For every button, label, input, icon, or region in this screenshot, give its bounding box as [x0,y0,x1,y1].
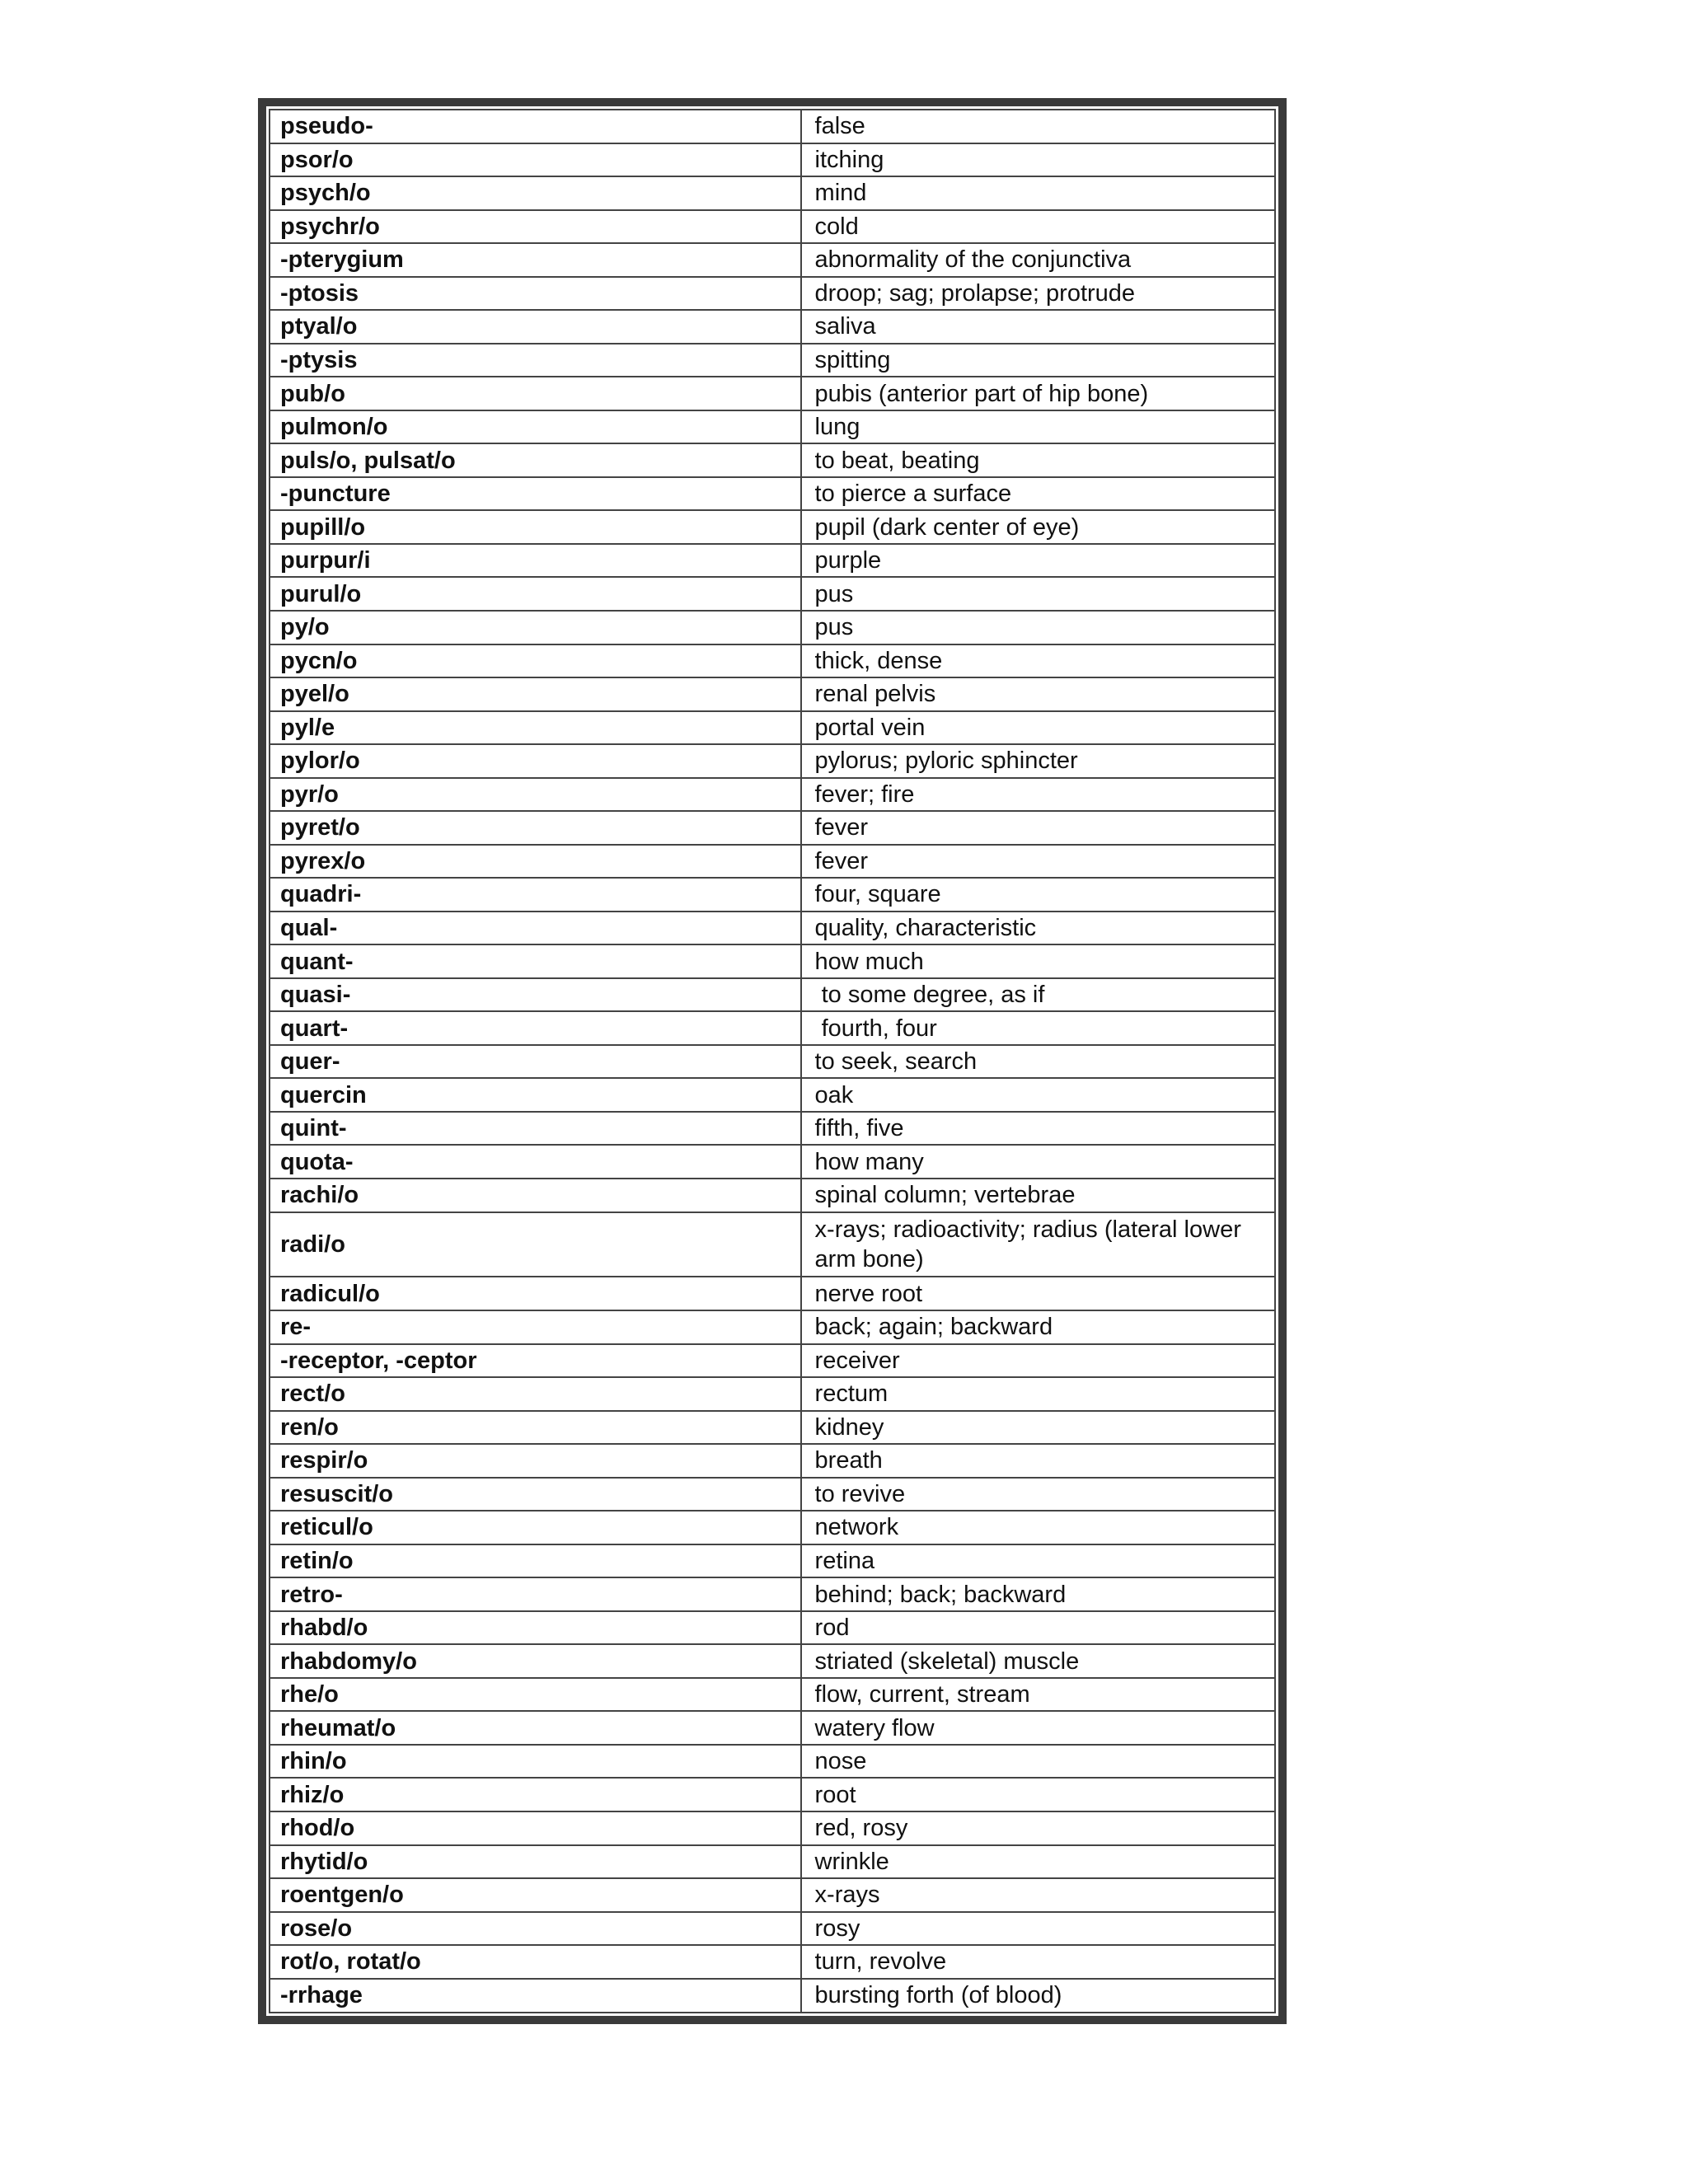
table-row [270,243,1275,277]
table-row [270,677,1275,711]
meaning-cell: abnormality of the conjunctiva [801,243,1275,277]
meaning-cell: red, rosy [801,1811,1275,1845]
meaning-cell: x-rays; radioactivity; radius (lateral lower arm bone) [801,1212,1275,1277]
term-cell: retro- [270,1577,801,1611]
term-cell: rhe/o [270,1678,801,1712]
meaning-cell: nose [801,1745,1275,1779]
meaning-cell: rosy [801,1912,1275,1946]
table-row [270,210,1275,244]
table-row [270,277,1275,311]
term-cell: -rrhage [270,1979,801,2013]
meaning-cell: thick, dense [801,644,1275,678]
table-row [270,1444,1275,1478]
table-row [270,1011,1275,1045]
term-cell: quer- [270,1045,801,1079]
meaning-cell: oak [801,1078,1275,1112]
meaning-cell: flow, current, stream [801,1678,1275,1712]
table-row [270,644,1275,678]
table-row [270,377,1275,410]
term-cell: quint- [270,1112,801,1146]
meaning-cell: fever; fire [801,778,1275,812]
table-row [270,1078,1275,1112]
meaning-cell: network [801,1511,1275,1544]
term-cell: psychr/o [270,210,801,244]
meaning-cell: purple [801,544,1275,578]
table-row [270,1912,1275,1946]
meaning-cell: to revive [801,1478,1275,1511]
meaning-cell: how much [801,944,1275,978]
table-row [270,1145,1275,1179]
term-cell: psych/o [270,176,801,210]
term-cell: pycn/o [270,644,801,678]
term-cell: quasi- [270,978,801,1012]
meaning-cell: pylorus; pyloric sphincter [801,744,1275,778]
table-row [270,1811,1275,1845]
term-cell: -receptor, -ceptor [270,1344,801,1378]
table-row [270,110,1275,143]
meaning-cell: to pierce a surface [801,477,1275,511]
meaning-cell: behind; back; backward [801,1577,1275,1611]
meaning-cell: fever [801,845,1275,879]
meaning-cell: receiver [801,1344,1275,1378]
table-row [270,1945,1275,1979]
term-cell: purul/o [270,577,801,611]
table-row [270,1778,1275,1811]
term-cell: -puncture [270,477,801,511]
meaning-cell: x-rays [801,1878,1275,1912]
meaning-cell: portal vein [801,711,1275,745]
term-cell: resuscit/o [270,1478,801,1511]
table-row [270,477,1275,511]
table-row [270,811,1275,845]
table-row [270,1644,1275,1678]
meaning-cell: back; again; backward [801,1310,1275,1344]
table-row [270,912,1275,945]
term-cell: rhod/o [270,1811,801,1845]
table-row [270,1711,1275,1745]
meaning-cell: pubis (anterior part of hip bone) [801,377,1275,410]
table-row [270,410,1275,444]
meaning-cell: how many [801,1145,1275,1179]
meaning-cell: wrinkle [801,1845,1275,1879]
term-cell: re- [270,1310,801,1344]
table-row [270,978,1275,1012]
table-row [270,1878,1275,1912]
meaning-cell: kidney [801,1411,1275,1445]
meaning-cell: renal pelvis [801,677,1275,711]
meaning-cell: watery flow [801,1711,1275,1745]
term-cell: rhabdomy/o [270,1644,801,1678]
term-cell: rhin/o [270,1745,801,1779]
term-cell: pyr/o [270,778,801,812]
meaning-cell: mind [801,176,1275,210]
meaning-cell: rod [801,1611,1275,1645]
term-cell: ren/o [270,1411,801,1445]
meaning-cell: itching [801,143,1275,177]
term-cell: rhabd/o [270,1611,801,1645]
meaning-cell: cold [801,210,1275,244]
meaning-cell: droop; sag; prolapse; protrude [801,277,1275,311]
term-cell: rhytid/o [270,1845,801,1879]
meaning-cell: root [801,1778,1275,1811]
term-cell: pyl/e [270,711,801,745]
table-row [270,778,1275,812]
term-cell: rect/o [270,1377,801,1411]
table-row [270,1544,1275,1578]
meaning-cell: pus [801,577,1275,611]
meaning-cell: four, square [801,878,1275,912]
meaning-cell: false [801,110,1275,143]
term-cell: ptyal/o [270,310,801,344]
term-cell: roentgen/o [270,1878,801,1912]
term-cell: pseudo- [270,110,801,143]
term-cell: qual- [270,912,801,945]
table-row [270,310,1275,344]
table-row [270,744,1275,778]
term-cell: rose/o [270,1912,801,1946]
table-row [270,1745,1275,1779]
meaning-cell: fifth, five [801,1112,1275,1146]
table-row [270,544,1275,578]
meaning-cell: bursting forth (of blood) [801,1979,1275,2013]
meaning-cell: spitting [801,344,1275,377]
meaning-cell: to beat, beating [801,443,1275,477]
term-cell: pylor/o [270,744,801,778]
term-cell: -pterygium [270,243,801,277]
meaning-cell: pus [801,611,1275,644]
table-row [270,1277,1275,1310]
term-cell: retin/o [270,1544,801,1578]
table-row [270,944,1275,978]
table-row [270,577,1275,611]
term-cell: quart- [270,1011,801,1045]
table-row [270,1411,1275,1445]
term-cell: quant- [270,944,801,978]
term-cell: reticul/o [270,1511,801,1544]
table-row [270,1611,1275,1645]
term-cell: quadri- [270,878,801,912]
term-cell: rheumat/o [270,1711,801,1745]
term-cell: psor/o [270,143,801,177]
terms-table [269,109,1276,2013]
meaning-cell: lung [801,410,1275,444]
meaning-cell: fourth, four [801,1011,1275,1045]
term-cell: puls/o, pulsat/o [270,443,801,477]
terms-table-body [270,110,1275,2013]
meaning-cell: rectum [801,1377,1275,1411]
meaning-cell: turn, revolve [801,1945,1275,1979]
term-cell: purpur/i [270,544,801,578]
table-row [270,443,1275,477]
meaning-cell: nerve root [801,1277,1275,1310]
term-cell: quota- [270,1145,801,1179]
meaning-cell: spinal column; vertebrae [801,1179,1275,1212]
meaning-cell: quality, characteristic [801,912,1275,945]
table-row [270,1344,1275,1378]
term-cell: rhiz/o [270,1778,801,1811]
table-row [270,711,1275,745]
table-row [270,845,1275,879]
table-row [270,176,1275,210]
term-cell: pub/o [270,377,801,410]
term-cell: pupill/o [270,510,801,544]
table-row [270,1577,1275,1611]
meaning-cell: breath [801,1444,1275,1478]
table-row [270,1511,1275,1544]
table-row [270,1112,1275,1146]
table-row [270,1212,1275,1277]
table-row [270,510,1275,544]
term-cell: radicul/o [270,1277,801,1310]
table-row [270,1045,1275,1079]
table-row [270,344,1275,377]
meaning-cell: retina [801,1544,1275,1578]
meaning-cell: fever [801,811,1275,845]
meaning-cell: to seek, search [801,1045,1275,1079]
table-row [270,1678,1275,1712]
term-cell: pulmon/o [270,410,801,444]
table-row [270,1310,1275,1344]
table-row [270,878,1275,912]
term-cell: pyret/o [270,811,801,845]
table-row [270,1478,1275,1511]
meaning-cell: saliva [801,310,1275,344]
table-row [270,143,1275,177]
term-cell: -ptysis [270,344,801,377]
term-cell: -ptosis [270,277,801,311]
table-row [270,1845,1275,1879]
table-row [270,1979,1275,2013]
term-cell: pyrex/o [270,845,801,879]
meaning-cell: pupil (dark center of eye) [801,510,1275,544]
table-row [270,1377,1275,1411]
term-cell: rot/o, rotat/o [270,1945,801,1979]
term-cell: quercin [270,1078,801,1112]
term-cell: radi/o [270,1212,801,1277]
term-cell: pyel/o [270,677,801,711]
table-row [270,611,1275,644]
table-frame [258,98,1287,2024]
term-cell: py/o [270,611,801,644]
term-cell: rachi/o [270,1179,801,1212]
term-cell: respir/o [270,1444,801,1478]
meaning-cell: striated (skeletal) muscle [801,1644,1275,1678]
meaning-cell: to some degree, as if [801,978,1275,1012]
table-row [270,1179,1275,1212]
